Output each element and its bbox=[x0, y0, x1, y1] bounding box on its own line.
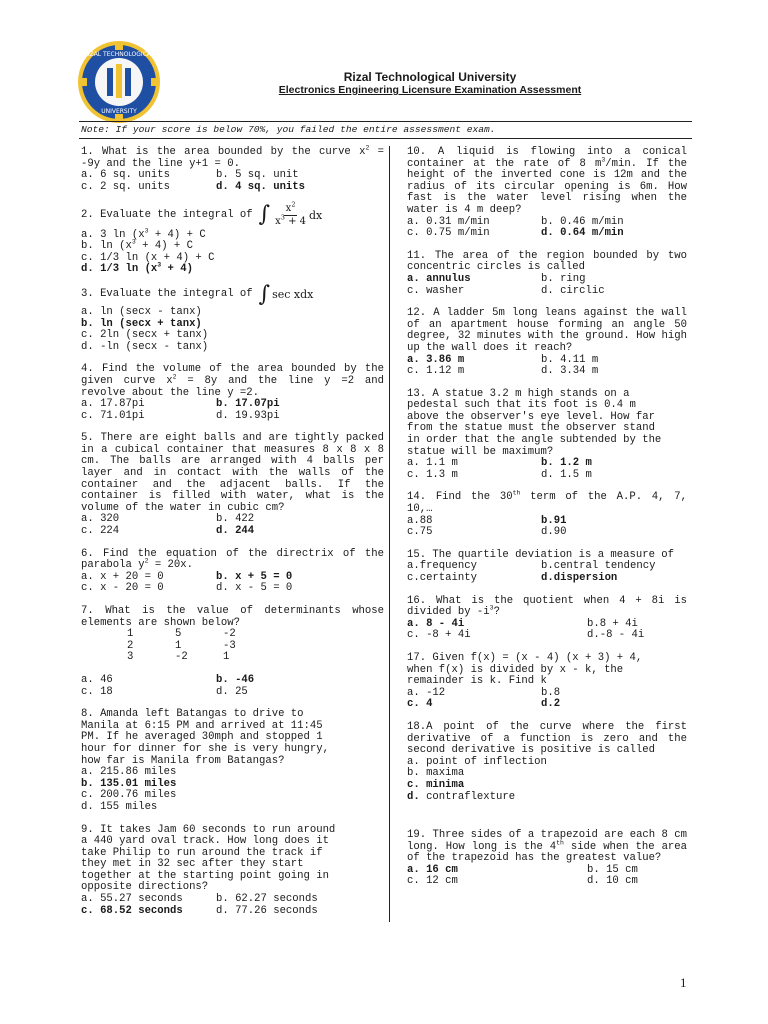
question-1: 1. What is the area bounded by the curve $x^2 = -9y$ and the line y+1 = 0. a. 6 sq. units b. 5 sq. unit c. 2 sq. units d. 4 sq. units bbox=[81, 144, 384, 193]
exam-subtitle: Electronics Engineering Licensure Examination Assessment bbox=[278, 84, 582, 96]
question-16: 16. What is the quotient when 4 + 8i is divided by $-i^3$? a. 8 - 4i b.8 + 4i c. -8 + 4i d.-8 - 4i bbox=[407, 594, 687, 642]
question-2: 2. Evaluate the integral of ∫ $\frac{x^2}{x^3 + 4}$ dx bbox=[81, 201, 323, 228]
question-14: 14. Find the 30th term of the A.P. 4, 7, 10,… a.88 b.91 c.75 d.90 bbox=[407, 489, 687, 539]
question-15: 15. The quartile deviation is a measure of a.frequency b.central tendency c.certainty d.dispersion bbox=[407, 548, 675, 584]
question-3: 3. Evaluate the integral of ∫ sec xdx bbox=[81, 281, 314, 307]
question-18: 18.A point of the curve where the first derivative of a function is zero and the second derivative is positive is called a. point of inflection b. maxima c. minima d. contraflexture bbox=[407, 720, 687, 803]
page-number: 1 bbox=[680, 975, 687, 990]
question-8: 8. Amanda left Batangas to drive to Manila at 6:15 PM and arrived at 11:45 PM. If he averaged 30mph and stopped 1 hour for dinner for she is very hungry, how far is Manila from Batangas? a. 215.86 miles b. 135.01 miles c. 200.76 miles d. 155 miles bbox=[81, 708, 329, 813]
score-note: Note: If your score is below 70%, you failed the entire assessment exam. bbox=[81, 124, 496, 135]
question-7: 7. What is the value of determinants whose elements are shown below? 1 5 -2 2 1 -3 3 -2 1 a. 46 b. -46 c. 18 d. 25 bbox=[81, 605, 384, 698]
question-13: 13. A statue 3.2 m high stands on a pedestal such that its foot is 0.4 m above the observer's eye level. How far from the statue must the observer stand in order that the angle subtended by the statue will be maximum? a. 1.1 m b. 1.2 m c. 1.3 m d. 1.5 m bbox=[407, 387, 662, 481]
question-19: 19. Three sides of a trapezoid are each 8 cm long. How long is the 4th side when the area of the trapezoid has the greatest value? a. 16 cm b. 15 cm c. 12 cm d. 10 cm bbox=[407, 829, 687, 888]
left-column: 1. What is the area bounded by the curve $x^2 = -9y$ and the line y+1 = 0. a. 6 sq. units b. 5 sq. unit c. 2 sq. units d. 4 sq. units 2. Evaluate the integral of ∫ $\frac{x^2}{x^3 + 4}$ dx a. 3 $\ln (x^3 + 4) + C$ b. $\ln (x^3 + 4) + C$ c. 1/3 ln (x + 4) + C d. 1/3 $\ln (x^3 + 4)$ 3. Evaluate the integral of ∫ sec xdx a. ln (secx - tanx) b. ln (secx + tanx) c. 2ln (secx + tanx) d. -ln (secx - tanx) 4. Find the volume of the area bounded by the given curve $x^2 = 8y$ and the line y =2 and revolve about the line y =2. a. 17.87pi b. 17.07pi c. 71.01pi d. 19.93pi 5. There are eight balls and are tightly packed in a cubical container that measures 8 x 8 x 8 cm. The balls are arranged with 4 balls per layer and in contact with the walls of the container and the adjacent balls. If the container is filled with water, what is the volume of the water in cubic cm? a. 320 b. 422 c. 224 d. 244 6. Find the equation of the directrix of the parabola $y^2 = 20x$. a. x + 20 = 0 b. x + 5 = 0 c. x - 20 = 0 d. x - 5 = 0 7. What is the value of determinants whose elements are shown below? 1 5 -2 2 1 -3 3 -2 1 a. 46 b. -46 c. 18 d. 25 8. Amanda left Batangas to drive to Manila at 6:15 PM and arrived at 11:45 PM. If he averaged 30mph and stopped 1 hour for dinner for she is very hungry, how far is Manila from Batangas? a. 215.86 miles b. 135.01 miles c. 200.76 miles d. 155 miles 9. It takes Jam 60 seconds to run around a 440 yard oval track. How long does it take Philip to run around the track if they met in 32 sec after they start together at the starting point going in opposite directions? a. 55.27 seconds b. 62.27 seconds c. 68.52 seconds d. 77.26 seconds bbox=[81, 144, 384, 917]
question-6: 6. Find the equation of the directrix of the parabola $y^2 = 20x$. a. x + 20 = 0 b. x + 5 = 0 c. x - 20 = 0 d. x - 5 = 0 bbox=[81, 547, 384, 595]
svg-text:RIZAL TECHNOLOGICAL: RIZAL TECHNOLOGICAL bbox=[83, 51, 155, 58]
question-4: 4. Find the volume of the area bounded by the given curve $x^2 = 8y$ and the line y =2 and revolve about the line y =2. a. 17.87pi b. 17.07pi c. 71.01pi d. 19.93pi bbox=[81, 363, 384, 422]
question-17: 17. Given f(x) = (x - 4) (x + 3) + 4, when f(x) is divided by x - k, the remainder is k. Find k a. -12 b.8 c. 4 d.2 bbox=[407, 651, 643, 711]
university-name: Rizal Technological University bbox=[343, 70, 517, 84]
question-11: 11. The area of the region bounded by two concentric circles is called a. annulus b. ring c. washer d. circlic bbox=[407, 249, 687, 297]
column-divider bbox=[389, 146, 390, 922]
question-9: 9. It takes Jam 60 seconds to run around a 440 yard oval track. How long does it take Philip to run around the track if they met in 32 sec after they start together at the starting point going in opposite directions? a. 55.27 seconds b. 62.27 seconds c. 68.52 seconds d. 77.26 seconds bbox=[81, 823, 336, 917]
right-column bbox=[407, 147, 687, 888]
university-seal-logo bbox=[77, 40, 161, 124]
question-10: 10. A liquid is flowing into a conical container at the rate of 8 $m^3/\min$. If the height of the inverted cone is 12m and the radius of its circular opening is 6m. How fast is the water level rising when the water is 4 m deep? a. 0.31 m/min b. 0.46 m/min c. 0.75 m/min d. 0.64 m/min bbox=[407, 146, 687, 240]
question-5: 5. There are eight balls and are tightly packed in a cubical container that measures 8 x 8 x 8 cm. The balls are arranged with 4 balls per layer and in contact with the walls of the container and the adjacent balls. If the container is filled with water, what is the volume of the water in cubic cm? a. 320 b. 422 c. 224 d. 244 bbox=[81, 432, 384, 538]
top-rule bbox=[79, 121, 692, 122]
question-12: 12. A ladder 5m long leans against the wall of an apartment house forming an angle 50 degree, 32 minutes with the ground. How high up the wall does it reach? a. 3.86 m b. 4.11 m c. 1.12 m d. 3.34 m bbox=[407, 307, 687, 378]
svg-text:UNIVERSITY: UNIVERSITY bbox=[101, 108, 137, 115]
note-rule bbox=[79, 138, 692, 139]
